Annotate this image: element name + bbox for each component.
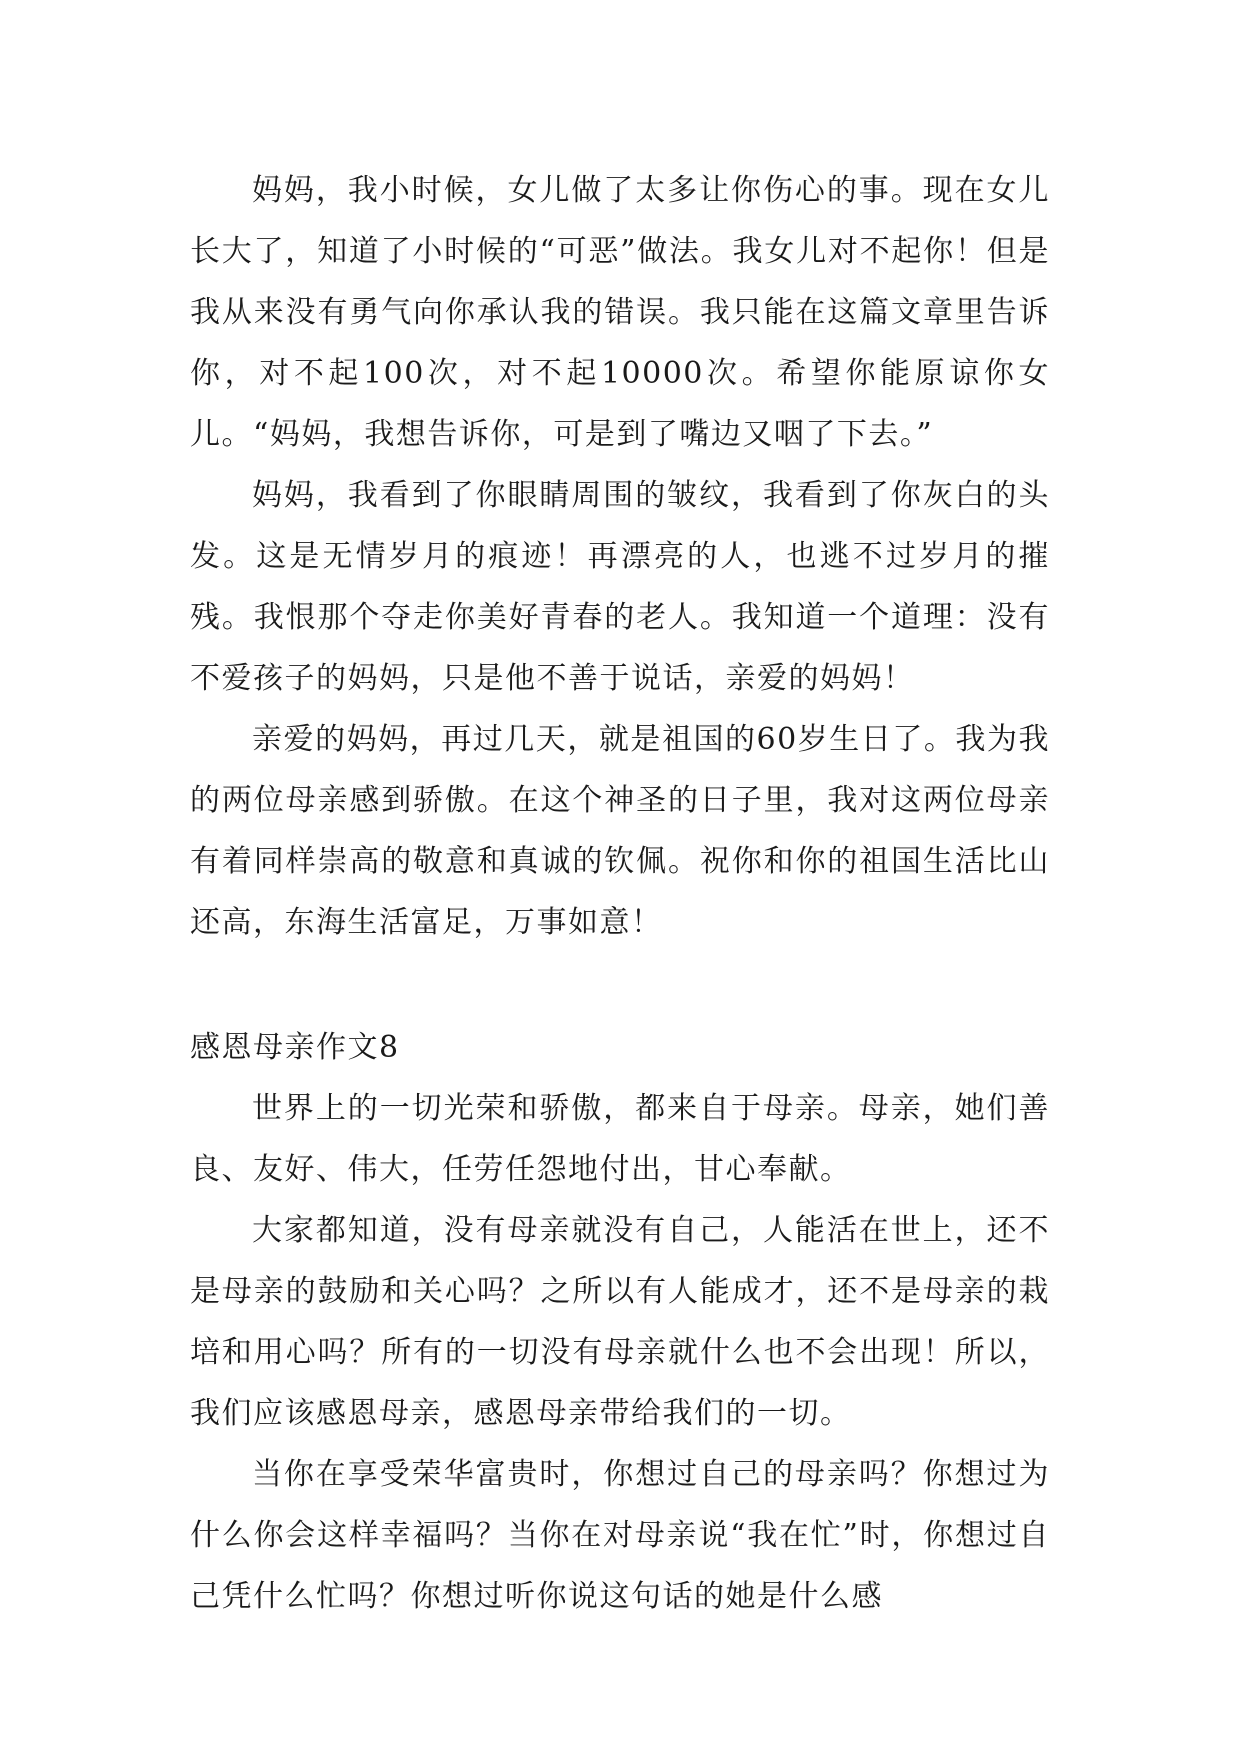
paragraph-apology: 妈妈，我小时候，女儿做了太多让你伤心的事。现在女儿长大了，知道了小时候的“可恶”做法。我女儿对不起你！但是我从来没有勇气向你承认我的错误。我只能在这篇文章里告诉你，对不起100次，对不起10000次。希望你能原谅你女儿。“妈妈，我想告诉你，可是到了嘴边又咽了下去。” (190, 173, 1050, 452)
document-body (190, 160, 1050, 1627)
paragraph-wrinkles: 妈妈，我看到了你眼睛周围的皱纹，我看到了你灰白的头发。这是无情岁月的痕迹！再漂亮的人，也逃不过岁月的摧残。我恨那个夺走你美好青春的老人。我知道一个道理：没有不爱孩子的妈妈，只是他不善于说话，亲爱的妈妈！ (190, 478, 1050, 696)
paragraph-gratitude: 大家都知道，没有母亲就没有自己，人能活在世上，还不是母亲的鼓励和关心吗？之所以有人能成才，还不是母亲的栽培和用心吗？所有的一切没有母亲就什么也不会出现！所以，我们应该感恩母亲，感恩母亲带给我们的一切。 (190, 1213, 1050, 1431)
paragraph-glory: 世界上的一切光荣和骄傲，都来自于母亲。母亲，她们善良、友好、伟大，任劳任怨地付出，甘心奉献。 (190, 1091, 1050, 1187)
paragraph-motherland: 亲爱的妈妈，再过几天，就是祖国的60岁生日了。我为我的两位母亲感到骄傲。在这个神圣的日子里，我对这两位母亲有着同样崇高的敬意和真诚的钦佩。祝你和你的祖国生活比山还高，东海生活富足，万事如意！ (190, 722, 1050, 940)
paragraph-busy: 当你在享受荣华富贵时，你想过自己的母亲吗？你想过为什么你会这样幸福吗？当你在对母亲说“我在忙”时，你想过自己凭什么忙吗？你想过听你说这句话的她是什么感 (190, 1457, 1050, 1614)
section-heading: 感恩母亲作文8 (190, 1030, 400, 1065)
